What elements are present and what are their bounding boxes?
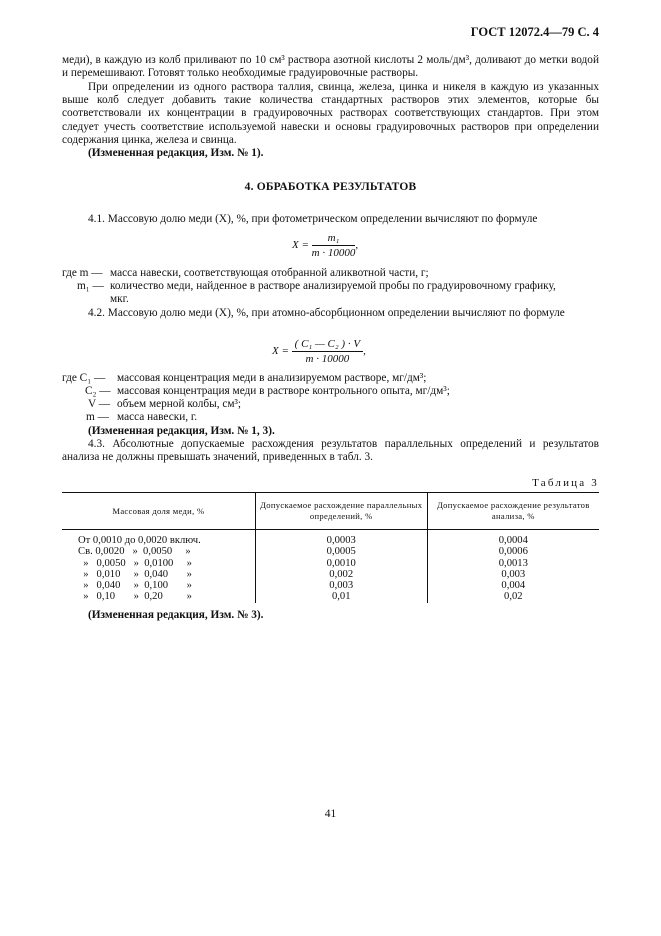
where2-symbol-1: C₂ — (85, 385, 111, 397)
cell-analysis: 0,003 (427, 569, 599, 580)
cell-range: » 0,010 » 0,040 » (78, 568, 192, 580)
where2-text-3: масса навески, г. (117, 411, 198, 423)
where2-text-2: объем мерной колбы, см³; (117, 398, 242, 410)
col-header-mass-fraction: Массовая доля меди, % (62, 493, 255, 530)
table-row (62, 558, 599, 569)
col-header-parallel: Допускаемое расхождение параллельных определений, % (255, 493, 427, 530)
clause-4-3: 4.3. Абсолютные допускаемые расхождения результатов параллельных определений и результатов анализа не должны превышать значений, приведенных в табл. 3. (62, 438, 599, 464)
cell-analysis: 0,0004 (427, 530, 599, 547)
cell-analysis: 0,004 (427, 580, 599, 591)
cell-parallel: 0,0010 (255, 558, 427, 569)
table-row (62, 580, 599, 591)
where2-text-1: массовая концентрация меди в растворе контрольного опыта, мг/дм³; (117, 385, 450, 397)
formula-numerator: m₁ (312, 232, 356, 246)
where2-symbol-3: m — (86, 411, 109, 423)
where1-text-1: количество меди, найденное в растворе анализируемой пробы по градуировочному графику, (110, 280, 556, 292)
cell-range: » 0,0050 » 0,0100 » (78, 557, 192, 569)
amendment-note-3: (Измененная редакция, Изм. № 3). (88, 609, 264, 621)
formula-tail: , (355, 239, 359, 252)
standard-header: ГОСТ 12072.4—79 С. 4 (470, 25, 599, 39)
table-header-row (62, 493, 599, 530)
formula-denominator: m · 10000 (311, 247, 356, 259)
formula2-fraction (292, 338, 363, 365)
where1-text-2: мкг. (110, 293, 129, 305)
cell-range: » 0,10 » 0,20 » (78, 591, 192, 603)
cell-parallel: 0,0005 (255, 546, 427, 557)
table-row (62, 591, 599, 602)
cell-analysis: 0,0006 (427, 546, 599, 557)
paragraph-additional-elements: При определении из одного раствора таллия, свинца, железа, цинка и никеля в каждую из указанных выше колб следует добавить такие количества стандартных растворов этих элементов, которые бы соответствовали их концентрации в градуировочных растворах соответствующих стандартов. При этом следует учесть соответствие используемой навески и основы градуировочных растворов при определении содержания цинка, железа и свинца. (62, 81, 599, 146)
formula-fraction (311, 232, 359, 259)
page-number: 41 (324, 808, 337, 820)
where1-text-0: масса навески, соответствующая отобранной аликвотной части, г; (110, 267, 429, 279)
paragraph-copper-solutions: меди), в каждую из колб приливают по 10 см³ раствора азотной кислоты 2 моль/дм³, доливают до метки водой и перемешивают. Готовят только необходимые градуировочные растворы. (62, 54, 599, 80)
formula-atomic-absorption (272, 338, 366, 365)
cell-parallel: 0,01 (255, 591, 427, 602)
clause-4-1: 4.1. Массовую долю меди (X), %, при фотометрическом определении вычисляют по формуле (88, 213, 538, 225)
table-caption: Таблица 3 (532, 477, 599, 489)
where2-text-0: массовая концентрация меди в анализируемом растворе, мг/дм³; (117, 372, 427, 384)
cell-parallel: 0,003 (255, 580, 427, 591)
formula2-numerator: ( C₁ — C₂ ) · V (292, 338, 363, 352)
where1-symbol-0: где m — (62, 267, 103, 279)
amendment-note-1: (Измененная редакция, Изм. № 1). (88, 147, 264, 159)
clause-4-2: 4.2. Массовую долю меди (X), %, при атомно-абсорбционном определении вычисляют по формуле (88, 307, 565, 319)
cell-range: От 0,0010 до 0,0020 включ. (78, 535, 201, 546)
col-header-analysis: Допускаемое расхождение результатов анализа, % (427, 493, 599, 530)
where1-symbol-1: m₁ — (77, 280, 104, 292)
formula-photometric (292, 232, 358, 259)
formula-lhs: X = (292, 239, 309, 252)
section-title: 4. ОБРАБОТКА РЕЗУЛЬТАТОВ (244, 181, 417, 193)
cell-analysis: 0,0013 (427, 558, 599, 569)
amendment-note-2: (Измененная редакция, Изм. № 1, 3). (88, 425, 275, 437)
formula2-lhs: X = (272, 345, 289, 358)
where2-symbol-0: где C₁ — (62, 372, 106, 384)
cell-parallel: 0,0003 (255, 530, 427, 547)
tolerance-table (62, 492, 599, 603)
table-row (62, 530, 599, 547)
formula2-denominator: m · 10000 (305, 353, 350, 365)
cell-analysis: 0,02 (427, 591, 599, 602)
table-row (62, 546, 599, 557)
table-row (62, 569, 599, 580)
cell-range: Св. 0,0020 » 0,0050 » (78, 546, 191, 558)
where2-symbol-2: V — (88, 398, 111, 410)
cell-range: » 0,040 » 0,100 » (78, 580, 192, 592)
formula2-tail: , (363, 345, 366, 358)
cell-parallel: 0,002 (255, 569, 427, 580)
